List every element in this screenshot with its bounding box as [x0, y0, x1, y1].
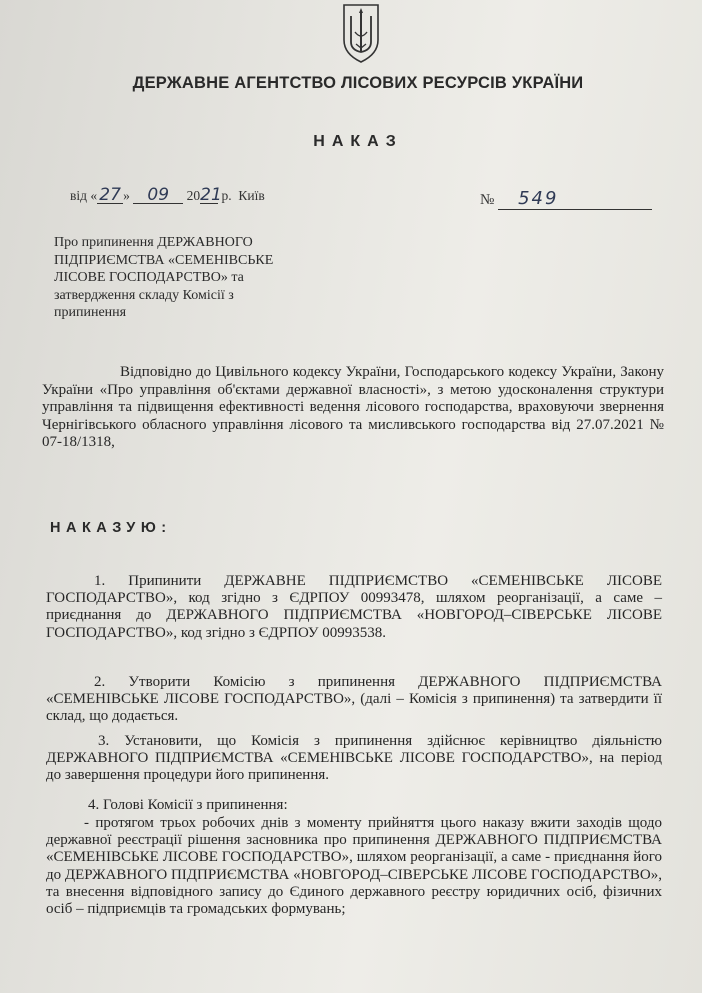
order-item-3: 3. Установити, що Комісія з припинення здійснює керівництво діяльністю ДЕРЖАВНОГО ПІДПРИЄМСТВА «СЕМЕНІВСЬКЕ ЛІСОВЕ ГОСПОДАРСТВО», на період до завершення процедури його припинення. — [46, 733, 662, 784]
date-day: 27 — [97, 188, 123, 204]
agency-name: ДЕРЖАВНЕ АГЕНТСТВО ЛІСОВИХ РЕСУРСІВ УКРАЇНИ — [132, 74, 584, 92]
order-number — [480, 188, 652, 210]
preamble: Відповідно до Цивільного кодексу України, Господарського кодексу України, Закону України «Про управління об'єктами державної власності», з метою удосконалення структури управління та підвищення ефективності ведення лісового господарства, враховуючи звернення Чернігівського обласного управління лісового та мисливського господарства від 27.07.2021 № 07-18/1318, — [42, 364, 664, 451]
number-field — [498, 188, 652, 210]
city: Київ — [238, 188, 265, 203]
order-title: НАКАЗ — [313, 133, 403, 150]
order-item-1: 1. Припинити ДЕРЖАВНЕ ПІДПРИЄМСТВО «СЕМЕНІВСЬКЕ ЛІСОВЕ ГОСПОДАРСТВО», код згідно з ЄДРПОУ 00993478, шляхом реорганізації, а саме – приєднання до ДЕРЖАВНОГО ПІДПРИЄМСТВА «НОВГОРОД–СІВЕРСЬКЕ ЛІСОВЕ ГОСПОДАРСТВО», код згідно з ЄДРПОУ 00993538. — [46, 573, 662, 641]
number-value: 549 — [518, 188, 559, 209]
order-item-4: 4. Голові Комісії з припинення: — [88, 797, 288, 813]
date-month: 09 — [133, 188, 183, 204]
order-subject: Про припинення ДЕРЖАВНОГО ПІДПРИЄМСТВА «СЕМЕНІВСЬКЕ ЛІСОВЕ ГОСПОДАРСТВО» та затвердження складу Комісії з припинення — [54, 235, 274, 320]
number-label: № — [480, 192, 495, 208]
order-item-4-subitem: - протягом трьох робочих днів з моменту прийняття цього наказу вжити заходів щодо державної реєстрації рішення засновника про припинення ДЕРЖАВНОГО ПІДПРИЄМСТВА «СЕМЕНІВСЬКЕ ЛІСОВЕ ГОСПОДАРСТВО», шляхом реорганізації, а саме - приєднання його до ДЕРЖАВНОГО ПІДПРИЄМСТВА «НОВГОРОД–СІВЕРСЬКЕ ЛІСОВЕ ГОСПОДАРСТВО», та внесення відповідного запису до Єдиного державного реєстру юридичних осіб, фізичних осіб – підприємців та громадських формувань; — [46, 815, 662, 918]
trident-emblem-icon — [340, 2, 382, 64]
order-heading: НАКАЗУЮ: — [50, 520, 172, 536]
date-year-end: 21 — [200, 185, 222, 205]
date-mid: » — [123, 188, 130, 203]
date-prefix: від « — [70, 188, 98, 203]
order-date — [70, 185, 265, 205]
order-item-2: 2. Утворити Комісію з припинення ДЕРЖАВНОГО ПІДПРИЄМСТВА «СЕМЕНІВСЬКЕ ЛІСОВЕ ГОСПОДАРСТВО», (далі – Комісія з припинення) та затвердити її склад, що додається. — [46, 674, 662, 725]
date-year-start: 20 — [186, 188, 201, 203]
date-year-suffix: р. — [218, 188, 232, 203]
